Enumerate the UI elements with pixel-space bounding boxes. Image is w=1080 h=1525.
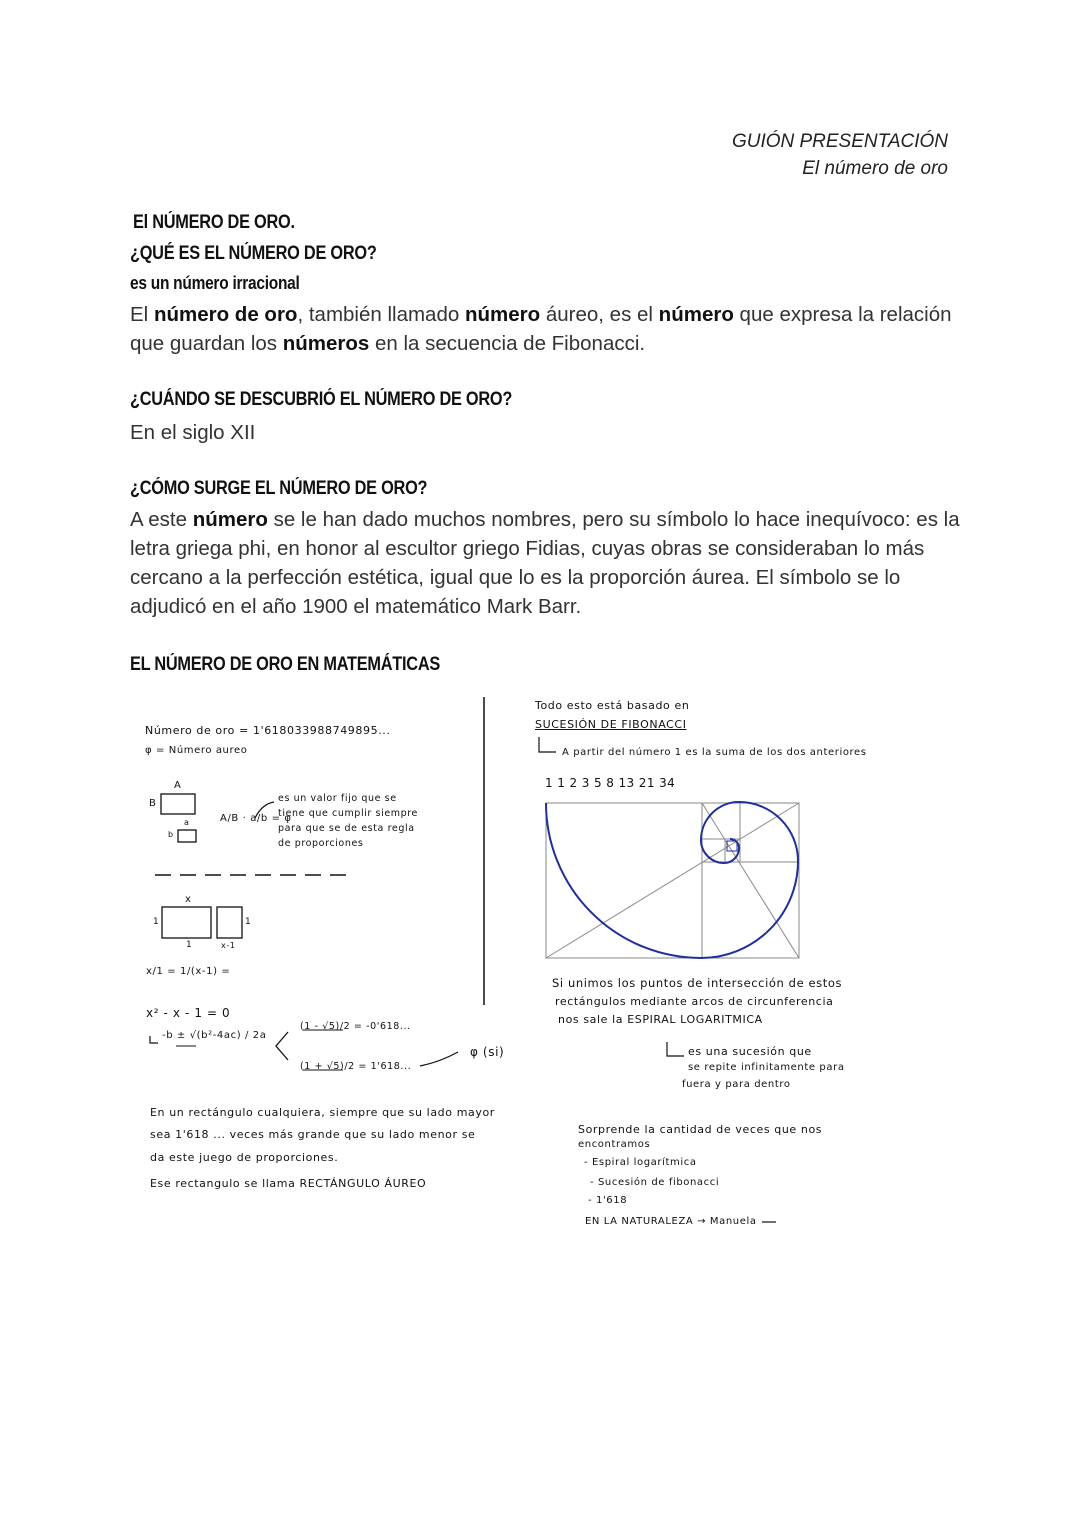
ratio-note-1: es un valor fijo que se <box>278 793 397 804</box>
label-b: b <box>168 830 174 839</box>
origin-paragraph: A este número se le han dado muchos nombres, pero su símbolo lo hace inequívoco: es la letra griega phi, en honor al escultor griego Fidias, cuyas obras se consideraban lo más cercano a la perfección estética, igual que lo es la proporción áurea. El símbolo se lo adjudicó en el año 1900 el matemático Mark Barr. <box>130 508 960 618</box>
spiral-definition-1: es una sucesión que <box>688 1045 812 1058</box>
quadratic-equation: x² - x - 1 = 0 <box>146 1006 231 1020</box>
label-B: B <box>149 798 157 809</box>
spiral-note-3: nos sale la ESPIRAL LOGARITMICA <box>558 1013 763 1026</box>
ratio-note-4: de proporciones <box>278 838 364 849</box>
spiral-definition-3: fuera y para dentro <box>682 1079 791 1090</box>
nature-note: EN LA NATURALEZA → Manuela <box>585 1216 757 1227</box>
spiral-definition-2: se repite infinitamente para <box>688 1062 845 1073</box>
document-header-subtitle: El número de oro <box>802 158 948 179</box>
rect-small <box>178 830 196 842</box>
fibonacci-sequence-title: SUCESIÓN DE FIBONACCI <box>535 718 687 731</box>
spiral-note-2: rectángulos mediante arcos de circunferencia <box>555 995 834 1008</box>
rect-big <box>161 794 195 814</box>
label-x: x <box>185 894 192 905</box>
fibonacci-definition: A partir del número 1 es la suma de los dos anteriores <box>562 747 867 758</box>
discovery-answer: En el siglo XII <box>130 421 256 444</box>
ratio-formula: A/B · a/b = φ <box>220 813 292 824</box>
list-item-spiral: - Espiral logarítmica <box>584 1157 697 1168</box>
note-phi-definition: φ = Número aureo <box>145 745 248 756</box>
roots-bracket <box>276 1032 288 1060</box>
arrow-hook-quad <box>150 1036 158 1043</box>
ratio-note-3: para que se de esta regla <box>278 823 415 834</box>
note-golden-number-value: Número de oro = 1'618033988749895... <box>145 724 391 737</box>
spiral-note-1: Si unimos los puntos de intersección de estos <box>552 976 843 990</box>
rect-x <box>162 907 211 938</box>
negative-root: (1 - √5)/2 = -0'618... <box>300 1021 411 1032</box>
positive-root: (1 + √5)/2 = 1'618... <box>300 1061 412 1072</box>
proportion-equation: x/1 = 1/(x-1) = <box>146 966 231 977</box>
golden-spiral-figure <box>546 803 799 958</box>
rule-line-3: da este juego de proporciones. <box>150 1151 339 1164</box>
label-a: a <box>184 818 190 827</box>
question-heading-when: ¿CUÁNDO SE DESCUBRIÓ EL NÚMERO DE ORO? <box>130 389 513 410</box>
based-on-note: Todo esto está basado en <box>535 699 690 712</box>
fibonacci-numbers: 1 1 2 3 5 8 13 21 34 <box>545 776 676 790</box>
ratio-note-2: tiene que cumplir siempre <box>278 808 419 819</box>
phi-yes-label: φ (si) <box>470 1045 505 1059</box>
question-heading-what: ¿QUÉ ES EL NÚMERO DE ORO? <box>130 243 377 264</box>
quadratic-formula: -b ± √(b²-4ac) / 2a <box>162 1030 267 1041</box>
label-one-bottom: 1 <box>186 940 193 950</box>
math-heading: EL NÚMERO DE ORO EN MATEMÁTICAS <box>130 654 441 675</box>
label-one-side: 1 <box>153 917 160 927</box>
label-x-minus-1: x-1 <box>221 941 236 950</box>
list-item-ratio: - 1'618 <box>588 1195 628 1206</box>
arrow-hook-spiral <box>667 1042 684 1056</box>
main-title: El NÚMERO DE ORO. <box>133 212 295 233</box>
surprise-note-2: encontramos <box>578 1139 651 1150</box>
irrational-subheading: es un número irracional <box>130 273 300 293</box>
arrow-hook-fib <box>539 737 556 752</box>
arrow-to-phi <box>420 1052 458 1066</box>
question-heading-how: ¿CÓMO SURGE EL NÚMERO DE ORO? <box>130 478 428 499</box>
rect-x-minus-1 <box>217 907 242 938</box>
document-header-title: GUIÓN PRESENTACIÓN <box>731 131 948 152</box>
rule-line-1: En un rectángulo cualquiera, siempre que su lado mayor <box>150 1106 495 1119</box>
list-item-fibonacci: - Sucesión de fibonacci <box>590 1177 720 1188</box>
label-one-right: 1 <box>245 917 252 927</box>
rule-line-2: sea 1'618 ... veces más grande que su lado menor se <box>150 1128 476 1141</box>
golden-rectangle-note: Ese rectangulo se llama RECTÁNGULO ÁUREO <box>150 1177 427 1190</box>
surprise-note-1: Sorprende la cantidad de veces que nos <box>578 1123 823 1136</box>
label-A: A <box>174 780 182 791</box>
definition-paragraph: El número de oro, también llamado número áureo, es el número que expresa la relación que guardan los números en la secuencia de Fibonacci. <box>130 303 952 355</box>
